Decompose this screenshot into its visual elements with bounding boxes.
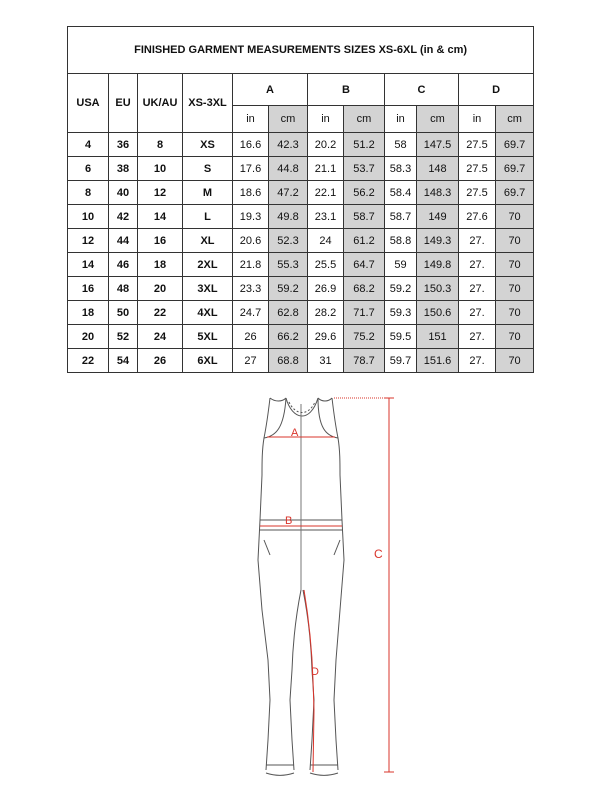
header-b: B: [308, 74, 385, 106]
table-cell: 3XL: [183, 277, 233, 301]
table-cell: 22: [68, 349, 109, 373]
table-cell: 16: [138, 229, 183, 253]
table-cell: 61.2: [344, 229, 385, 253]
table-cell: 24: [138, 325, 183, 349]
table-cell: 6: [68, 157, 109, 181]
subheader-cm: cm: [496, 106, 534, 133]
table-cell: 70: [496, 349, 534, 373]
table-cell: M: [183, 181, 233, 205]
subheader-in: in: [385, 106, 417, 133]
label-d: D: [311, 666, 319, 678]
table-cell: XS: [183, 133, 233, 157]
table-cell: 49.8: [269, 205, 308, 229]
table-row: [68, 253, 534, 277]
label-a: A: [291, 427, 299, 439]
table-cell: 58.3: [385, 157, 417, 181]
table-cell: 69.7: [496, 181, 534, 205]
table-cell: 149: [417, 205, 459, 229]
table-cell: 59.2: [269, 277, 308, 301]
header-c: C: [385, 74, 459, 106]
table-cell: 58: [385, 133, 417, 157]
size-chart: [67, 26, 533, 373]
subheader-cm: cm: [269, 106, 308, 133]
table-cell: 48: [109, 277, 138, 301]
table-cell: 18: [68, 301, 109, 325]
table-cell: 151.6: [417, 349, 459, 373]
table-cell: 59.2: [385, 277, 417, 301]
table-cell: 53.7: [344, 157, 385, 181]
measurement-lines: [260, 398, 394, 772]
table-cell: 55.3: [269, 253, 308, 277]
subheader-cm: cm: [344, 106, 385, 133]
table-cell: 20: [68, 325, 109, 349]
size-table: [67, 26, 534, 373]
table-row: [68, 229, 534, 253]
table-cell: 26: [138, 349, 183, 373]
table-cell: 21.8: [233, 253, 269, 277]
table-cell: 64.7: [344, 253, 385, 277]
table-cell: 69.7: [496, 133, 534, 157]
table-cell: 17.6: [233, 157, 269, 181]
table-cell: 42: [109, 205, 138, 229]
table-cell: 56.2: [344, 181, 385, 205]
table-cell: 14: [138, 205, 183, 229]
size-rows: [68, 133, 534, 373]
table-cell: 26: [233, 325, 269, 349]
label-b: B: [285, 515, 293, 527]
table-cell: 54: [109, 349, 138, 373]
table-cell: 149.8: [417, 253, 459, 277]
table-cell: 59: [385, 253, 417, 277]
table-cell: 46: [109, 253, 138, 277]
table-cell: 62.8: [269, 301, 308, 325]
header-eu: EU: [109, 74, 138, 133]
table-cell: 36: [109, 133, 138, 157]
table-cell: 44: [109, 229, 138, 253]
table-cell: 59.7: [385, 349, 417, 373]
table-cell: 21.1: [308, 157, 344, 181]
table-cell: XL: [183, 229, 233, 253]
subheader-cm: cm: [417, 106, 459, 133]
table-cell: 12: [68, 229, 109, 253]
table-cell: 27.: [459, 325, 496, 349]
table-cell: 29.6: [308, 325, 344, 349]
table-cell: 8: [68, 181, 109, 205]
table-cell: 47.2: [269, 181, 308, 205]
table-cell: 27.: [459, 349, 496, 373]
table-cell: 52.3: [269, 229, 308, 253]
table-cell: 148.3: [417, 181, 459, 205]
table-cell: 150.6: [417, 301, 459, 325]
table-cell: 70: [496, 301, 534, 325]
table-cell: 52: [109, 325, 138, 349]
table-cell: 31: [308, 349, 344, 373]
table-cell: 70: [496, 253, 534, 277]
garment-outline: [258, 398, 344, 775]
table-row: [68, 301, 534, 325]
table-row: [68, 205, 534, 229]
table-cell: 66.2: [269, 325, 308, 349]
table-cell: 27.5: [459, 133, 496, 157]
table-cell: 2XL: [183, 253, 233, 277]
table-cell: 16.6: [233, 133, 269, 157]
table-cell: 58.4: [385, 181, 417, 205]
table-row: [68, 325, 534, 349]
table-cell: 27.5: [459, 181, 496, 205]
table-cell: 10: [138, 157, 183, 181]
table-cell: 23.3: [233, 277, 269, 301]
table-cell: 58.8: [385, 229, 417, 253]
table-cell: 20.6: [233, 229, 269, 253]
table-cell: 71.7: [344, 301, 385, 325]
table-row: [68, 157, 534, 181]
table-cell: 4: [68, 133, 109, 157]
table-cell: 27.: [459, 277, 496, 301]
table-cell: 20.2: [308, 133, 344, 157]
table-cell: 147.5: [417, 133, 459, 157]
subheader-in: in: [308, 106, 344, 133]
table-cell: 22: [138, 301, 183, 325]
table-cell: 42.3: [269, 133, 308, 157]
table-cell: 23.1: [308, 205, 344, 229]
table-row: [68, 133, 534, 157]
header-uk-au: UK/AU: [138, 74, 183, 133]
table-cell: 10: [68, 205, 109, 229]
table-cell: 59.5: [385, 325, 417, 349]
table-cell: 16: [68, 277, 109, 301]
table-cell: 27.6: [459, 205, 496, 229]
table-cell: 27.: [459, 229, 496, 253]
table-cell: 38: [109, 157, 138, 181]
header-usa: USA: [68, 74, 109, 133]
table-cell: 20: [138, 277, 183, 301]
table-cell: 68.8: [269, 349, 308, 373]
table-cell: S: [183, 157, 233, 181]
table-cell: 50: [109, 301, 138, 325]
table-cell: 70: [496, 277, 534, 301]
table-cell: L: [183, 205, 233, 229]
header-a: A: [233, 74, 308, 106]
table-cell: 68.2: [344, 277, 385, 301]
table-cell: 44.8: [269, 157, 308, 181]
subheader-in: in: [233, 106, 269, 133]
table-cell: 19.3: [233, 205, 269, 229]
table-cell: 51.2: [344, 133, 385, 157]
table-cell: 75.2: [344, 325, 385, 349]
table-cell: 151: [417, 325, 459, 349]
subheader-in: in: [459, 106, 496, 133]
table-cell: 150.3: [417, 277, 459, 301]
table-cell: 70: [496, 205, 534, 229]
table-cell: 59.3: [385, 301, 417, 325]
table-cell: 69.7: [496, 157, 534, 181]
table-cell: 27.: [459, 253, 496, 277]
table-cell: 22.1: [308, 181, 344, 205]
table-row: [68, 181, 534, 205]
table-cell: 18.6: [233, 181, 269, 205]
table-cell: 27.: [459, 301, 496, 325]
table-cell: 24: [308, 229, 344, 253]
table-row: [68, 277, 534, 301]
table-cell: 70: [496, 325, 534, 349]
table-cell: 4XL: [183, 301, 233, 325]
header-d: D: [459, 74, 534, 106]
table-cell: 58.7: [344, 205, 385, 229]
table-cell: 8: [138, 133, 183, 157]
table-cell: 5XL: [183, 325, 233, 349]
table-cell: 28.2: [308, 301, 344, 325]
table-cell: 6XL: [183, 349, 233, 373]
table-cell: 14: [68, 253, 109, 277]
table-cell: 27: [233, 349, 269, 373]
label-c: C: [374, 547, 383, 561]
table-cell: 25.5: [308, 253, 344, 277]
table-cell: 58.7: [385, 205, 417, 229]
table-cell: 40: [109, 181, 138, 205]
table-cell: 78.7: [344, 349, 385, 373]
table-cell: 148: [417, 157, 459, 181]
table-title: FINISHED GARMENT MEASUREMENTS SIZES XS-6XL (in & cm): [68, 27, 534, 74]
table-cell: 24.7: [233, 301, 269, 325]
header-xs-3xl: XS-3XL: [183, 74, 233, 133]
table-cell: 18: [138, 253, 183, 277]
table-cell: 26.9: [308, 277, 344, 301]
table-cell: 70: [496, 229, 534, 253]
table-row: [68, 349, 534, 373]
table-cell: 149.3: [417, 229, 459, 253]
table-cell: 27.5: [459, 157, 496, 181]
table-cell: 12: [138, 181, 183, 205]
